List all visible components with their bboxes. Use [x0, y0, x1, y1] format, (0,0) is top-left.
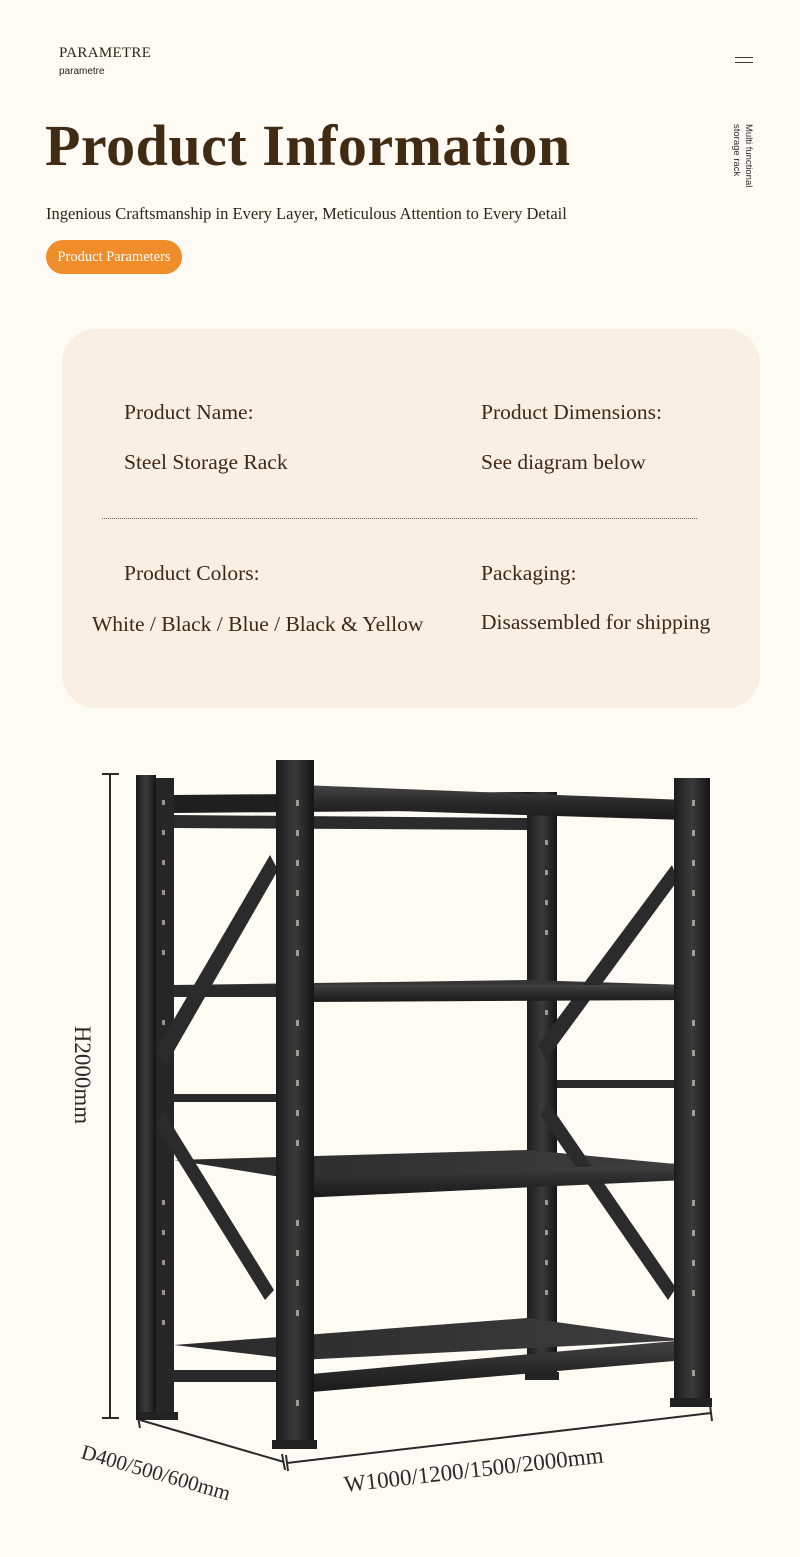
height-dimension-line — [102, 774, 119, 1418]
product-colors-value: White / Black / Blue / Black & Yellow — [92, 612, 424, 636]
page-title: Product Information — [45, 113, 571, 178]
product-name-label: Product Name: — [124, 400, 254, 424]
height-label: H2000mm — [70, 1025, 95, 1125]
product-name-value: Steel Storage Rack — [124, 450, 288, 474]
rack-illustration — [136, 760, 712, 1449]
spec-divider — [102, 518, 697, 519]
hamburger-menu-icon[interactable] — [735, 57, 753, 65]
depth-label: D400/500/600mm — [78, 1439, 234, 1506]
product-dimensions-label: Product Dimensions: — [481, 400, 662, 424]
storage-rack-diagram — [0, 720, 800, 1557]
tagline: Ingenious Craftsmanship in Every Layer, Meticulous Attention to Every Detail — [46, 204, 567, 223]
width-label: W1000/1200/1500/2000mm — [342, 1442, 605, 1497]
product-parameters-badge[interactable]: Product Parameters — [46, 240, 182, 274]
packaging-value: Disassembled for shipping — [481, 610, 711, 634]
brand-title: PARAMETRE — [59, 45, 152, 61]
product-colors-label: Product Colors: — [124, 561, 260, 585]
product-dimensions-value: See diagram below — [481, 450, 646, 474]
brand-subtitle: parametre — [59, 66, 105, 77]
packaging-label: Packaging: — [481, 561, 577, 585]
side-tag: Multi functional storage rack — [731, 124, 754, 188]
